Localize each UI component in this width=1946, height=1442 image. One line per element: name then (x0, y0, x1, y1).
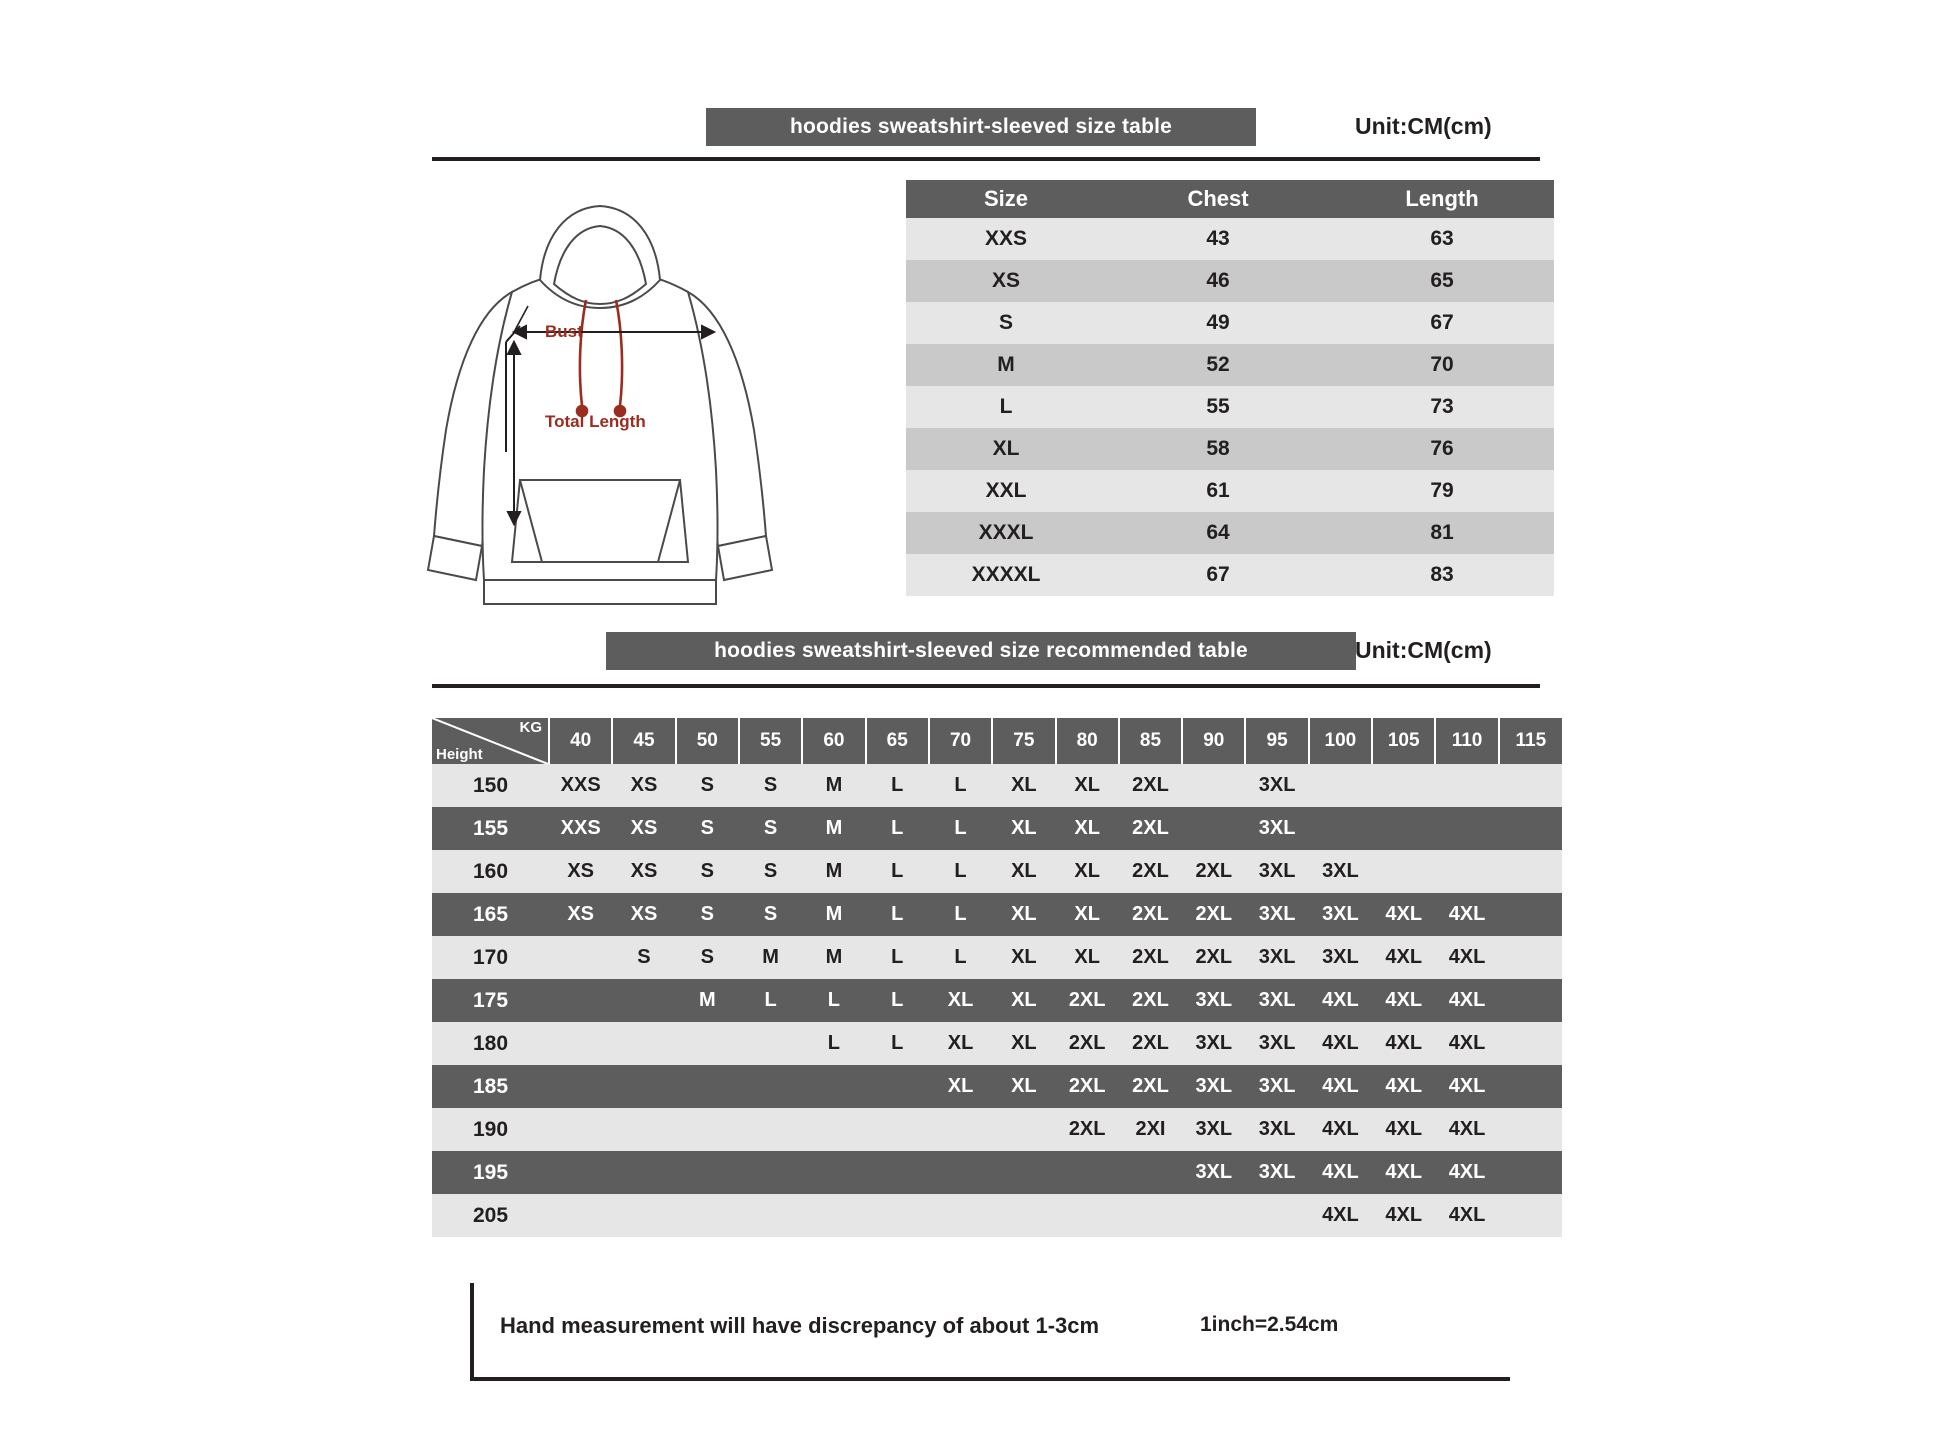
size-cell: 3XL (1182, 979, 1245, 1022)
size-cell: S (676, 893, 739, 936)
size-cell (1309, 764, 1372, 807)
size-cell: S (739, 764, 802, 807)
size-cell (1119, 1194, 1182, 1237)
size-cell: 2XL (1056, 979, 1119, 1022)
size-cell: 4XL (1435, 893, 1498, 936)
size-cell: S (739, 807, 802, 850)
size-cell: 2XL (1182, 936, 1245, 979)
length-cell: 67 (1330, 302, 1554, 344)
size-cell: 2XL (1119, 807, 1182, 850)
size-cell: 3XL (1245, 1151, 1308, 1194)
size-cell: 3XL (1182, 1108, 1245, 1151)
size-cell: 2XL (1119, 1022, 1182, 1065)
weight-header-cell: 95 (1245, 718, 1308, 764)
size-cell (1119, 1151, 1182, 1194)
weight-header-cell: 110 (1435, 718, 1498, 764)
size-cell (992, 1108, 1055, 1151)
size-cell: XXS (549, 807, 612, 850)
table-row (432, 1022, 1562, 1065)
table-row (906, 344, 1554, 386)
size-cell: L (929, 850, 992, 893)
weight-header-cell: 65 (866, 718, 929, 764)
table-row (906, 470, 1554, 512)
size-cell: XL (1056, 807, 1119, 850)
weight-header-cell: 55 (739, 718, 802, 764)
size-cell: 4XL (1309, 1108, 1372, 1151)
chest-cell: 43 (1106, 218, 1330, 260)
length-cell: 70 (1330, 344, 1554, 386)
total-length-measurement-label: Total Length (545, 412, 646, 431)
size-cell: XL (992, 979, 1055, 1022)
weight-header-cell: 60 (802, 718, 865, 764)
size-cell: 3XL (1245, 936, 1308, 979)
size-cell (1182, 1194, 1245, 1237)
size-cell: S (676, 850, 739, 893)
size-cell: XS (612, 764, 675, 807)
size-cell (802, 1194, 865, 1237)
size-cell: XS (549, 850, 612, 893)
size-cell: 3XL (1309, 893, 1372, 936)
recommended-table-title: hoodies sweatshirt-sleeved size recommended table (714, 639, 1248, 662)
axis-label-height: Height (436, 746, 483, 763)
height-cell: 195 (432, 1151, 549, 1194)
size-cell: 4XL (1372, 893, 1435, 936)
height-cell: 170 (432, 936, 549, 979)
size-cell: XL (992, 1022, 1055, 1065)
chest-cell: 58 (1106, 428, 1330, 470)
size-cell (676, 1194, 739, 1237)
size-cell: XL (992, 1065, 1055, 1108)
size-cell (739, 1065, 802, 1108)
table-row (432, 850, 1562, 893)
weight-header-cell: 90 (1182, 718, 1245, 764)
table-row (906, 554, 1554, 596)
size-cell (549, 1194, 612, 1237)
footer-left-bar (470, 1283, 474, 1381)
size-cell: 2XL (1056, 1065, 1119, 1108)
size-cell: 4XL (1309, 1151, 1372, 1194)
size-cell (866, 1194, 929, 1237)
size-cell: M (802, 850, 865, 893)
height-cell: 150 (432, 764, 549, 807)
size-table (906, 180, 1554, 596)
size-cell: 4XL (1435, 1194, 1498, 1237)
size-cell (1499, 1108, 1562, 1151)
size-cell (1499, 764, 1562, 807)
size-cell: S (676, 764, 739, 807)
table-row (906, 386, 1554, 428)
size-cell (612, 1022, 675, 1065)
size-cell: XL (929, 979, 992, 1022)
chest-cell: 61 (1106, 470, 1330, 512)
size-cell: XXL (906, 470, 1106, 512)
size-cell: 4XL (1309, 1065, 1372, 1108)
table-row (432, 1194, 1562, 1237)
size-cell (992, 1194, 1055, 1237)
size-cell (1499, 893, 1562, 936)
size-cell: 4XL (1372, 1194, 1435, 1237)
size-cell (1372, 807, 1435, 850)
table-row (432, 1151, 1562, 1194)
size-cell (1499, 850, 1562, 893)
size-cell: 3XL (1245, 1108, 1308, 1151)
size-cell (739, 1194, 802, 1237)
footer-note: Hand measurement will have discrepancy of about 1-3cm (500, 1313, 1100, 1338)
size-cell (549, 1065, 612, 1108)
size-cell (1182, 807, 1245, 850)
length-cell: 73 (1330, 386, 1554, 428)
recommended-table-header-row (432, 718, 1562, 764)
size-cell (1372, 764, 1435, 807)
size-cell (802, 1108, 865, 1151)
size-cell (929, 1194, 992, 1237)
size-cell: M (802, 893, 865, 936)
chest-cell: 67 (1106, 554, 1330, 596)
size-cell: XL (992, 893, 1055, 936)
size-cell: 4XL (1372, 1022, 1435, 1065)
size-cell (992, 1151, 1055, 1194)
table-row (906, 512, 1554, 554)
size-cell (1435, 807, 1498, 850)
size-cell: 3XL (1245, 807, 1308, 850)
weight-header-cell: 105 (1372, 718, 1435, 764)
size-cell: S (739, 893, 802, 936)
size-cell: 4XL (1372, 979, 1435, 1022)
size-cell: S (906, 302, 1106, 344)
weight-header-cell: 100 (1309, 718, 1372, 764)
weight-header-cell: 70 (929, 718, 992, 764)
size-cell (1182, 764, 1245, 807)
size-cell (549, 1108, 612, 1151)
size-cell (1499, 1151, 1562, 1194)
size-cell: 4XL (1435, 936, 1498, 979)
weight-header-cell: 115 (1499, 718, 1562, 764)
size-cell: XXXL (906, 512, 1106, 554)
size-cell: XS (612, 807, 675, 850)
size-cell: S (739, 850, 802, 893)
size-cell: XL (929, 1022, 992, 1065)
size-cell: XL (906, 428, 1106, 470)
weight-header-cell: 85 (1119, 718, 1182, 764)
size-cell (676, 1151, 739, 1194)
size-cell: XS (906, 260, 1106, 302)
footer-divider (470, 1377, 1510, 1381)
size-cell: L (866, 807, 929, 850)
bust-measurement-label: Bust (545, 322, 583, 341)
size-cell: XL (1056, 764, 1119, 807)
size-cell: 2XL (1119, 850, 1182, 893)
size-cell: L (866, 850, 929, 893)
size-cell: XS (612, 850, 675, 893)
size-cell (866, 1065, 929, 1108)
size-cell: 4XL (1309, 979, 1372, 1022)
size-cell (739, 1108, 802, 1151)
size-table-title: hoodies sweatshirt-sleeved size table (789, 115, 1173, 138)
size-cell: XXS (906, 218, 1106, 260)
size-cell: L (739, 979, 802, 1022)
size-cell: L (866, 764, 929, 807)
size-cell: XL (992, 936, 1055, 979)
size-cell: XL (1056, 936, 1119, 979)
size-cell: S (676, 807, 739, 850)
size-cell: XL (1056, 893, 1119, 936)
size-cell (612, 1108, 675, 1151)
size-cell (612, 1065, 675, 1108)
unit-label-bottom: Unit:CM(cm) (1355, 637, 1492, 663)
table-row (432, 893, 1562, 936)
axis-label-weight: KG (519, 719, 542, 736)
height-cell: 155 (432, 807, 549, 850)
size-cell: 3XL (1182, 1065, 1245, 1108)
size-cell (929, 1108, 992, 1151)
length-cell: 65 (1330, 260, 1554, 302)
size-cell (866, 1151, 929, 1194)
size-table-title-bar (706, 108, 1256, 146)
size-cell: L (802, 1022, 865, 1065)
size-cell: 4XL (1435, 1022, 1498, 1065)
size-table-header-length: Length (1330, 180, 1554, 218)
height-cell: 190 (432, 1108, 549, 1151)
size-cell (739, 1151, 802, 1194)
size-cell: XL (992, 807, 1055, 850)
size-table-header-chest: Chest (1106, 180, 1330, 218)
size-cell (1499, 979, 1562, 1022)
size-cell: L (802, 979, 865, 1022)
size-cell: 3XL (1182, 1022, 1245, 1065)
size-cell: 2XI (1119, 1108, 1182, 1151)
size-cell: XS (549, 893, 612, 936)
size-cell: 3XL (1309, 850, 1372, 893)
size-cell (549, 936, 612, 979)
size-cell: 2XL (1056, 1022, 1119, 1065)
weight-header-cell: 45 (612, 718, 675, 764)
height-cell: 180 (432, 1022, 549, 1065)
size-cell: M (802, 764, 865, 807)
size-cell (929, 1151, 992, 1194)
size-cell (1499, 1065, 1562, 1108)
size-table-header-row (906, 180, 1554, 218)
size-cell (676, 1108, 739, 1151)
size-cell: XL (1056, 850, 1119, 893)
size-cell (1435, 850, 1498, 893)
table-row (906, 428, 1554, 470)
size-cell: 4XL (1435, 1151, 1498, 1194)
size-cell: M (676, 979, 739, 1022)
table-row (432, 936, 1562, 979)
size-cell: L (866, 1022, 929, 1065)
size-cell (866, 1108, 929, 1151)
length-cell: 63 (1330, 218, 1554, 260)
size-cell: XL (992, 764, 1055, 807)
size-cell (802, 1151, 865, 1194)
size-cell (612, 979, 675, 1022)
size-cell: 2XL (1056, 1108, 1119, 1151)
chest-cell: 52 (1106, 344, 1330, 386)
size-cell (1245, 1194, 1308, 1237)
divider-top (432, 157, 1540, 161)
table-row (432, 979, 1562, 1022)
divider-middle (432, 684, 1540, 688)
height-cell: 165 (432, 893, 549, 936)
axis-corner-cell (432, 718, 549, 764)
height-cell: 205 (432, 1194, 549, 1237)
size-cell: 4XL (1309, 1022, 1372, 1065)
hoodie-illustration (420, 180, 820, 630)
size-cell (676, 1022, 739, 1065)
size-cell: XXXXL (906, 554, 1106, 596)
size-cell (549, 979, 612, 1022)
size-cell: L (906, 386, 1106, 428)
chest-cell: 46 (1106, 260, 1330, 302)
size-cell: XL (992, 850, 1055, 893)
size-cell (1309, 807, 1372, 850)
size-cell: 4XL (1372, 936, 1435, 979)
size-cell: 3XL (1245, 893, 1308, 936)
size-cell (1499, 1022, 1562, 1065)
weight-header-cell: 75 (992, 718, 1055, 764)
size-cell: 2XL (1182, 893, 1245, 936)
size-cell: S (612, 936, 675, 979)
size-table-header-size: Size (906, 180, 1106, 218)
chest-cell: 55 (1106, 386, 1330, 428)
size-cell: 2XL (1119, 893, 1182, 936)
size-cell: L (929, 764, 992, 807)
size-cell: 2XL (1119, 764, 1182, 807)
size-cell (1056, 1151, 1119, 1194)
chest-cell: 49 (1106, 302, 1330, 344)
size-cell (549, 1151, 612, 1194)
size-cell: 2XL (1119, 936, 1182, 979)
size-cell: XXS (549, 764, 612, 807)
weight-header-cell: 50 (676, 718, 739, 764)
size-cell (1499, 807, 1562, 850)
size-cell: L (866, 893, 929, 936)
recommended-table-title-bar (606, 632, 1356, 670)
size-cell: 4XL (1435, 979, 1498, 1022)
weight-header-cell: 80 (1056, 718, 1119, 764)
table-row (432, 1108, 1562, 1151)
size-cell (1499, 1194, 1562, 1237)
size-cell: 3XL (1245, 1022, 1308, 1065)
size-cell: M (802, 936, 865, 979)
size-cell (1435, 764, 1498, 807)
size-cell: 3XL (1309, 936, 1372, 979)
size-cell (1056, 1194, 1119, 1237)
size-cell: 2XL (1182, 850, 1245, 893)
size-cell: M (906, 344, 1106, 386)
size-cell (739, 1022, 802, 1065)
size-cell: 4XL (1435, 1065, 1498, 1108)
size-cell: 3XL (1245, 1065, 1308, 1108)
table-row (906, 260, 1554, 302)
size-cell: 4XL (1372, 1108, 1435, 1151)
size-cell (1372, 850, 1435, 893)
table-row (432, 807, 1562, 850)
size-cell: 2XL (1119, 1065, 1182, 1108)
weight-header-cell: 40 (549, 718, 612, 764)
size-cell: L (929, 893, 992, 936)
size-cell (612, 1194, 675, 1237)
height-cell: 160 (432, 850, 549, 893)
size-cell: 4XL (1372, 1065, 1435, 1108)
size-cell: 2XL (1119, 979, 1182, 1022)
size-cell: L (866, 936, 929, 979)
size-cell: XL (929, 1065, 992, 1108)
recommended-size-table (432, 718, 1562, 1237)
size-cell: S (676, 936, 739, 979)
size-cell: L (866, 979, 929, 1022)
length-cell: 79 (1330, 470, 1554, 512)
size-cell: 4XL (1372, 1151, 1435, 1194)
table-row (432, 764, 1562, 807)
size-cell: 3XL (1182, 1151, 1245, 1194)
table-row (906, 218, 1554, 260)
size-cell (1499, 936, 1562, 979)
size-cell: M (802, 807, 865, 850)
size-cell: 3XL (1245, 764, 1308, 807)
size-cell: M (739, 936, 802, 979)
size-cell: L (929, 807, 992, 850)
chest-cell: 64 (1106, 512, 1330, 554)
length-cell: 83 (1330, 554, 1554, 596)
size-cell (676, 1065, 739, 1108)
size-cell (612, 1151, 675, 1194)
size-cell: XS (612, 893, 675, 936)
size-cell (549, 1022, 612, 1065)
size-cell: 4XL (1309, 1194, 1372, 1237)
unit-label-top: Unit:CM(cm) (1355, 113, 1492, 139)
length-cell: 76 (1330, 428, 1554, 470)
size-cell: L (929, 936, 992, 979)
size-cell (802, 1065, 865, 1108)
height-cell: 185 (432, 1065, 549, 1108)
table-row (906, 302, 1554, 344)
length-cell: 81 (1330, 512, 1554, 554)
table-row (432, 1065, 1562, 1108)
height-cell: 175 (432, 979, 549, 1022)
size-cell: 3XL (1245, 850, 1308, 893)
size-cell: 4XL (1435, 1108, 1498, 1151)
footer-conversion-note: 1inch=2.54cm (1200, 1313, 1339, 1336)
size-cell: 3XL (1245, 979, 1308, 1022)
